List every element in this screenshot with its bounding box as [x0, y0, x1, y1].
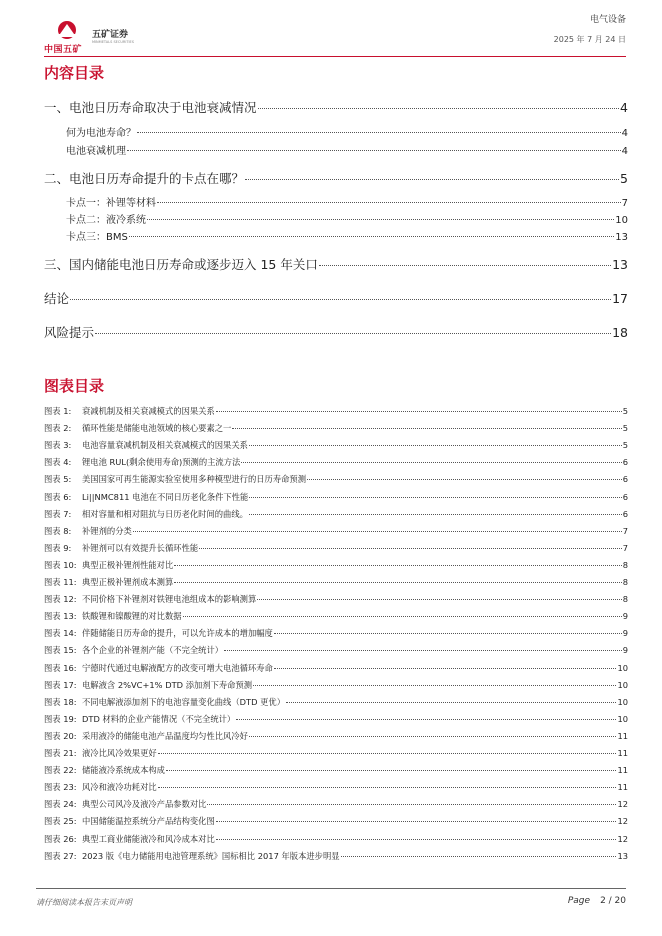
- figure-entry[interactable]: [44, 576, 628, 588]
- figure-entry-text: 伴随储能日历寿命的提升，可以允许成本的增加幅度: [82, 628, 273, 638]
- figure-entry-title: [44, 593, 256, 605]
- dot-leader: [158, 787, 617, 788]
- report-date: 2025 年 7 月 24 日: [553, 35, 626, 44]
- figure-entry-text: 不同电解液添加剂下的电池容量变化曲线（DTD 更优）: [82, 697, 286, 707]
- figure-entry-page: 6: [622, 509, 628, 519]
- toc-entry[interactable]: [66, 127, 628, 140]
- figure-entry-title: [44, 679, 252, 691]
- figure-entry-text: 铁酸锂和镍酸锂的对比数据: [82, 611, 182, 621]
- figure-entry-text: 典型正极补锂剂成本测算: [82, 577, 174, 587]
- toc-entry-page: 10: [615, 215, 628, 226]
- dot-leader: [174, 565, 621, 566]
- figure-entry-text: DTD 材料的企业产能情况（不完全统计）: [82, 714, 236, 724]
- figure-entry-label: 图表 4:: [44, 457, 72, 467]
- figure-entry-page: 11: [617, 731, 628, 741]
- toc-entry-text: 卡点二：液冷系统: [66, 215, 146, 226]
- figure-entry[interactable]: [44, 747, 628, 759]
- figure-entry-page: 9: [622, 645, 628, 655]
- toc-entry-title: [66, 214, 146, 227]
- figure-entry-label: 图表 3:: [44, 440, 72, 450]
- dot-leader: [216, 821, 617, 822]
- figure-entry-label: 图表 1:: [44, 406, 72, 416]
- toc-entry-page: 4: [621, 128, 628, 139]
- figure-entry-page: 6: [622, 492, 628, 502]
- figure-entry-page: 13: [617, 851, 628, 861]
- company-logo: [44, 18, 164, 55]
- figure-entry[interactable]: [44, 610, 628, 622]
- figure-entry-title: [44, 850, 340, 862]
- figure-entry-text: 补锂剂的分类: [82, 526, 132, 536]
- figure-entry-page: 5: [622, 423, 628, 433]
- toc-entry-title: [44, 291, 69, 307]
- dot-leader: [216, 839, 617, 840]
- dot-leader: [127, 150, 621, 151]
- toc-entry-title: [44, 325, 94, 341]
- figure-entry-page: 10: [617, 714, 628, 724]
- toc-entry-text: 卡点一：补锂等材料: [66, 198, 156, 209]
- figure-entry[interactable]: [44, 833, 628, 845]
- figure-entry-title: [44, 610, 182, 622]
- dot-leader: [232, 428, 621, 429]
- dot-leader: [245, 179, 619, 180]
- figure-entry[interactable]: [44, 662, 628, 674]
- dot-leader: [341, 856, 617, 857]
- brand-name: 五矿证券: [92, 30, 129, 40]
- figure-entry-page: 10: [617, 663, 628, 673]
- figure-entry-text: 宁德时代通过电解液配方的改变可增大电池循环寿命: [82, 663, 273, 673]
- figure-entry-label: 图表 21:: [44, 748, 77, 758]
- figure-entry-page: 7: [622, 526, 628, 536]
- figure-entry-page: 9: [622, 611, 628, 621]
- figure-entry-title: [44, 696, 285, 708]
- figure-index-title: 图表目录: [44, 377, 105, 395]
- figure-entry-title: [44, 815, 215, 827]
- figure-entry[interactable]: [44, 627, 628, 639]
- figure-entry[interactable]: [44, 850, 628, 862]
- figure-entry-title: [44, 473, 306, 485]
- figure-entry-text: 采用液冷的储能电池产品温度均匀性比风冷好: [82, 731, 248, 741]
- toc-entry[interactable]: [44, 257, 628, 273]
- toc-entry-text: 风险提示: [44, 325, 95, 340]
- figure-entry-text: 储能液冷系统成本构成: [82, 765, 165, 775]
- figure-entry-label: 图表 19:: [44, 714, 77, 724]
- page-label: Page: [567, 896, 591, 906]
- minmetals-logo-icon: [55, 20, 79, 40]
- figure-entry-label: 图表 27:: [44, 851, 77, 861]
- dot-leader: [133, 531, 622, 532]
- figure-entry-label: 图表 7:: [44, 509, 72, 519]
- figure-entry-label: 图表 8:: [44, 526, 72, 536]
- figure-entry[interactable]: [44, 644, 628, 656]
- toc-entry[interactable]: [44, 171, 628, 187]
- figure-entry-title: [44, 644, 223, 656]
- figure-entry-label: 图表 24:: [44, 799, 77, 809]
- dot-leader: [137, 132, 621, 133]
- figure-entry-text: 不同价格下补锂剂对铁锂电池组成本的影响测算: [82, 594, 257, 604]
- figure-entry-page: 6: [622, 457, 628, 467]
- toc-entry-page: 17: [612, 291, 628, 306]
- figure-entry-title: [44, 833, 215, 845]
- figure-entry-title: [44, 559, 173, 571]
- figure-entry[interactable]: [44, 525, 628, 537]
- figure-entry-label: 图表 12:: [44, 594, 77, 604]
- figure-entry-text: 液冷比风冷效果更好: [82, 748, 157, 758]
- figure-entry-text: 锂电池 RUL(剩余使用寿命)预测的主流方法: [82, 457, 241, 467]
- figure-entry-label: 图表 11:: [44, 577, 77, 587]
- toc-entry-page: 13: [612, 257, 628, 272]
- dot-leader: [158, 753, 617, 754]
- figure-entry-text: 中国储能温控系统分产品结构变化图: [82, 816, 215, 826]
- dot-leader: [257, 599, 621, 600]
- figure-entry[interactable]: [44, 491, 628, 503]
- figure-entry-page: 11: [617, 782, 628, 792]
- figure-entry[interactable]: [44, 542, 628, 554]
- toc-entry[interactable]: [44, 325, 628, 341]
- dot-leader: [174, 582, 621, 583]
- figure-entry-text: 电池容量衰减机制及相关衰减模式的因果关系: [82, 440, 248, 450]
- toc-entry[interactable]: [66, 197, 628, 210]
- dot-leader: [199, 548, 622, 549]
- figure-entry-title: [44, 456, 240, 468]
- toc-entry-title: [44, 257, 318, 273]
- dot-leader: [274, 633, 622, 634]
- figure-entry[interactable]: [44, 473, 628, 485]
- dot-leader: [216, 411, 622, 412]
- dot-leader: [70, 299, 611, 300]
- toc-entry-title: [66, 197, 156, 210]
- figure-entry-text: 风冷和液冷功耗对比: [82, 782, 157, 792]
- figure-entry-page: 11: [617, 765, 628, 775]
- toc-entry-text: 二、电池日历寿命提升的卡点在哪？: [44, 171, 245, 186]
- figure-entry-label: 图表 2:: [44, 423, 72, 433]
- toc-entry-page: 4: [620, 100, 628, 115]
- toc-entry-title: [66, 127, 136, 140]
- figure-entry-page: 11: [617, 748, 628, 758]
- figure-entry[interactable]: [44, 559, 628, 571]
- figure-entry-label: 图表 15:: [44, 645, 77, 655]
- figure-entry-label: 图表 20:: [44, 731, 77, 741]
- toc-entry-page: 5: [620, 171, 628, 186]
- figure-entry-text: 相对容量和相对阻抗与日历老化时间的曲线。: [82, 509, 248, 519]
- figure-entry-page: 8: [622, 594, 628, 604]
- figure-entry-label: 图表 26:: [44, 834, 77, 844]
- toc-entry-text: 结论: [44, 291, 70, 306]
- figure-entry-label: 图表 17:: [44, 680, 77, 690]
- dot-leader: [307, 479, 622, 480]
- dot-leader: [286, 702, 616, 703]
- toc-entry[interactable]: [44, 291, 628, 307]
- figure-entry-page: 5: [622, 440, 628, 450]
- figure-entry-text: 衰减机制及相关衰减模式的因果关系: [82, 406, 215, 416]
- dot-leader: [224, 650, 622, 651]
- dot-leader: [95, 333, 611, 334]
- dot-leader: [319, 265, 611, 266]
- figure-entry[interactable]: [44, 781, 628, 793]
- page-number: 2 / 20: [600, 896, 626, 906]
- toc-entry-title: [44, 100, 257, 116]
- figure-entry[interactable]: [44, 815, 628, 827]
- figure-entry-page: 10: [617, 697, 628, 707]
- figure-entry[interactable]: [44, 764, 628, 776]
- figure-entry-title: [44, 491, 248, 503]
- figure-entry-page: 7: [622, 543, 628, 553]
- dot-leader: [183, 616, 622, 617]
- figure-entry-page: 12: [617, 816, 628, 826]
- toc-title: 内容目录: [44, 64, 105, 82]
- dot-leader: [241, 462, 621, 463]
- toc-entry-page: 18: [612, 325, 628, 340]
- dot-leader: [157, 202, 621, 203]
- figure-entry[interactable]: [44, 508, 628, 520]
- figure-entry-title: [44, 627, 273, 639]
- figure-entry-label: 图表 22:: [44, 765, 77, 775]
- header-meta: [554, 14, 626, 45]
- dot-leader: [236, 719, 616, 720]
- footer-divider: [36, 888, 626, 889]
- dot-leader: [249, 736, 616, 737]
- figure-entry-page: 8: [622, 577, 628, 587]
- dot-leader: [249, 514, 622, 515]
- figure-entry-label: 图表 23:: [44, 782, 77, 792]
- figure-entry-label: 图表 6:: [44, 492, 72, 502]
- dot-leader: [207, 804, 616, 805]
- toc-entry[interactable]: [66, 231, 628, 244]
- figure-entry-page: 12: [617, 799, 628, 809]
- figure-entry-label: 图表 25:: [44, 816, 77, 826]
- toc-entry-page: 13: [615, 232, 628, 243]
- toc-entry[interactable]: [44, 100, 628, 116]
- figure-entry-title: [44, 576, 173, 588]
- toc-entry-text: 三、国内储能电池日历寿命或逐步迈入 15 年关口: [44, 257, 318, 272]
- figure-entry-title: [44, 508, 248, 520]
- figure-entry-title: [44, 798, 206, 810]
- figure-entry[interactable]: [44, 679, 628, 691]
- disclaimer-note: 请仔细阅读本报告末页声明: [36, 898, 132, 907]
- figure-entry[interactable]: [44, 439, 628, 451]
- header-divider: [44, 56, 626, 57]
- dot-leader: [249, 497, 621, 498]
- dot-leader: [249, 445, 622, 446]
- figure-entry[interactable]: [44, 696, 628, 708]
- figure-entry-label: 图表 14:: [44, 628, 77, 638]
- figure-entry-title: [44, 542, 198, 554]
- dot-leader: [166, 770, 616, 771]
- toc-entry-text: 电池衰减机理: [66, 146, 126, 157]
- figure-entry-text: 电解液含 2%VC+1% DTD 添加剂下寿命预测: [82, 680, 253, 690]
- figure-entry-title: [44, 422, 231, 434]
- toc-entry-title: [66, 145, 126, 158]
- toc-entry-page: 4: [621, 146, 628, 157]
- company-name-cn: 中国五矿: [44, 45, 83, 55]
- figure-entry-text: Li||NMC811 电池在不同日历老化条件下性能: [82, 492, 249, 502]
- figure-entry-page: 6: [622, 474, 628, 484]
- figure-entry-label: 图表 18:: [44, 697, 77, 707]
- figure-entry-page: 8: [622, 560, 628, 570]
- figure-entry-title: [44, 713, 235, 725]
- figure-entry-text: 补锂剂可以有效提升长循环性能: [82, 543, 199, 553]
- figure-entry[interactable]: [44, 456, 628, 468]
- toc-entry-text: 一、电池日历寿命取决于电池衰减情况: [44, 100, 257, 115]
- brand-name-en: MINMETALS SECURITIES: [92, 40, 134, 44]
- figure-entry-text: 循环性能是储能电池领域的核心要素之一: [82, 423, 232, 433]
- figure-entry-label: 图表 5:: [44, 474, 72, 484]
- toc-entry-text: 何为电池寿命？: [66, 128, 136, 139]
- dot-leader: [147, 219, 614, 220]
- toc-entry-title: [66, 231, 128, 244]
- figure-entry-text: 2023 版《电力储能用电池管理系统》国标相比 2017 年版本进步明显: [82, 851, 340, 861]
- toc-entry[interactable]: [66, 145, 628, 158]
- figure-entry-title: [44, 781, 157, 793]
- figure-entry-text: 典型正极补锂剂性能对比: [82, 560, 174, 570]
- figure-entry-title: [44, 730, 248, 742]
- figure-entry-title: [44, 405, 215, 417]
- figure-entry-title: [44, 439, 248, 451]
- dot-leader: [129, 236, 614, 237]
- toc-entry[interactable]: [66, 214, 628, 227]
- figure-entry-label: 图表 16:: [44, 663, 77, 673]
- figure-entry-title: [44, 662, 273, 674]
- dot-leader: [253, 685, 616, 686]
- figure-entry-page: 9: [622, 628, 628, 638]
- dot-leader: [274, 668, 617, 669]
- figure-entry-text: 美国国家可再生能源实验室使用多种模型进行的日历寿命预测: [82, 474, 307, 484]
- figure-entry[interactable]: [44, 593, 628, 605]
- figure-entry-page: 10: [617, 680, 628, 690]
- dot-leader: [258, 108, 620, 109]
- toc-entry-page: 7: [621, 198, 628, 209]
- figure-entry-title: [44, 764, 165, 776]
- figure-entry-label: 图表 10:: [44, 560, 77, 570]
- figure-entry-page: 5: [622, 406, 628, 416]
- figure-entry-title: [44, 747, 157, 759]
- figure-entry-label: 图表 9:: [44, 543, 72, 553]
- figure-entry-text: 典型公司风冷及液冷产品参数对比: [82, 799, 207, 809]
- figure-entry-label: 图表 13:: [44, 611, 77, 621]
- figure-entry[interactable]: [44, 422, 628, 434]
- figure-entry-title: [44, 525, 132, 537]
- figure-entry[interactable]: [44, 405, 628, 417]
- figure-entry-text: 典型工商业储能液冷和风冷成本对比: [82, 834, 215, 844]
- figure-entry-text: 各个企业的补锂剂产能（不完全统计）: [82, 645, 224, 655]
- sector-label: 电气设备: [589, 15, 626, 25]
- figure-entry[interactable]: [44, 798, 628, 810]
- page-indicator: [568, 896, 626, 906]
- toc-entry-text: 卡点三：BMS: [66, 232, 128, 243]
- figure-entry[interactable]: [44, 713, 628, 725]
- figure-entry-page: 12: [617, 834, 628, 844]
- toc-entry-title: [44, 171, 244, 187]
- figure-entry[interactable]: [44, 730, 628, 742]
